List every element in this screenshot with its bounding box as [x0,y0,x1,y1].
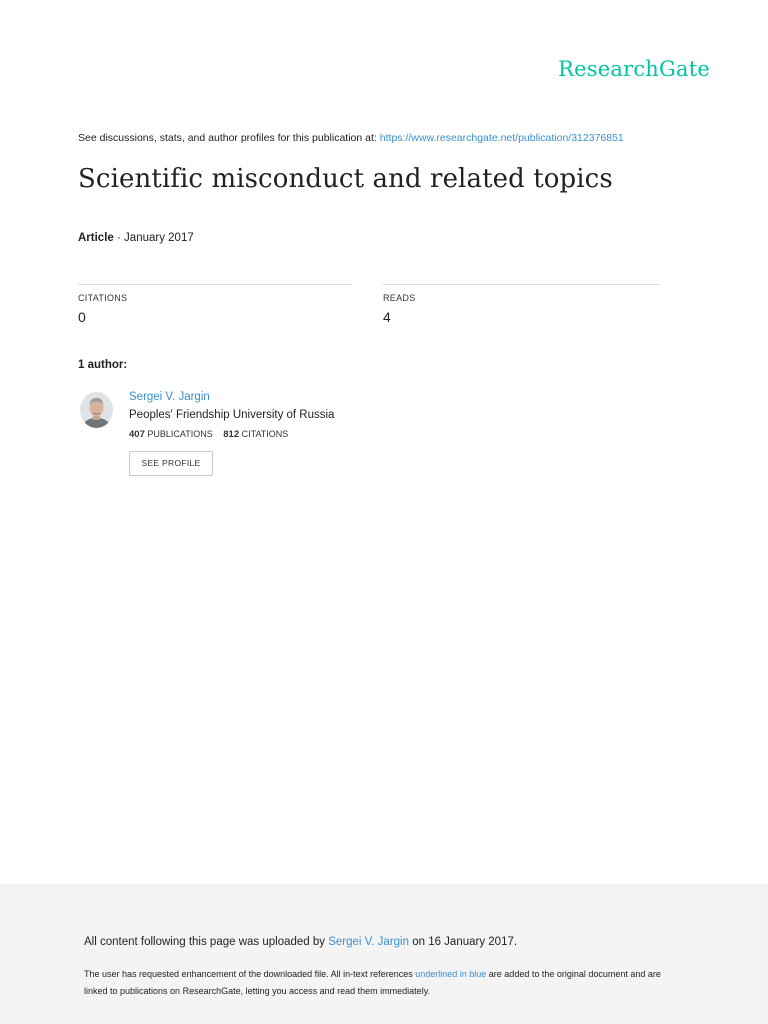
citations-stat [78,284,352,325]
footer-panel [0,884,768,1024]
intro-text: See discussions, stats, and author profiles for this publication at: [78,132,377,144]
uploader-name-link[interactable]: Sergei V. Jargin [328,936,409,948]
underlined-in-blue-text: underlined in blue [415,969,487,979]
author-publications-label: PUBLICATIONS [147,429,213,439]
author-avatar[interactable] [80,392,113,428]
author-name-link[interactable]: Sergei V. Jargin [129,391,210,403]
author-stats [129,429,334,440]
author-card [129,391,334,476]
see-profile-button[interactable]: SEE PROFILE [129,451,213,476]
intro-line [78,132,624,144]
author-institution: Peoples' Friendship University of Russia [129,409,335,421]
author-citations-count: 812 [223,429,240,440]
publication-type: Article [78,232,114,244]
enhancement-note [84,966,684,1000]
enhancement-note-prefix: The user has requested enhancement of the downloaded file. All in-text references [84,969,413,979]
publication-title: Scientific misconduct and related topics [78,164,613,194]
reads-stat [383,284,660,325]
author-photo-icon [80,392,113,428]
citations-value: 0 [78,309,86,325]
enhancement-note-suffix: are added to the original document and are linked to publications on ResearchGate, letting you access and read them immediately. [84,969,661,996]
meta-separator: · [117,232,121,244]
reads-value: 4 [383,309,391,325]
upload-note-suffix: on 16 January 2017. [412,936,518,948]
author-publications-count: 407 [129,429,145,440]
reads-label: READS [383,293,416,303]
authors-heading: 1 author: [78,359,128,371]
researchgate-logo[interactable]: ResearchGate [558,57,710,81]
publication-meta [78,232,194,244]
publication-date: January 2017 [124,232,194,244]
citations-label: CITATIONS [78,293,128,303]
upload-note [84,936,517,948]
author-citations-label: CITATIONS [241,429,289,439]
upload-note-prefix: All content following this page was uploaded by [84,936,326,948]
publication-url-link[interactable]: https://www.researchgate.net/publication/312376851 [379,132,624,144]
